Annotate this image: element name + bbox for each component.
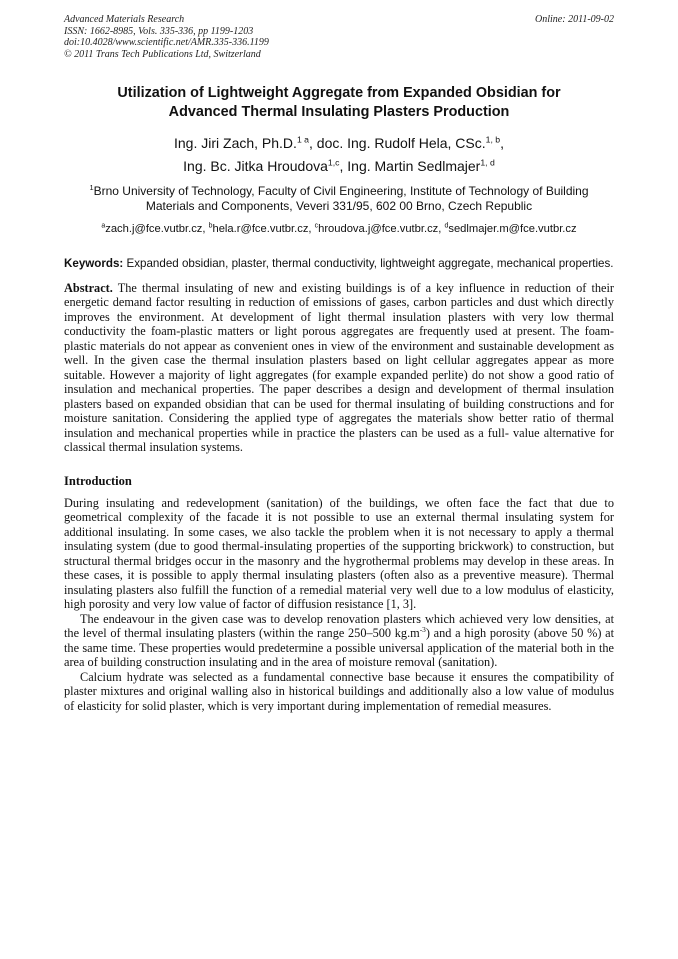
keywords-text: Expanded obsidian, plaster, thermal conductivity, lightweight aggregate, mechanical properties.: [123, 257, 614, 270]
doi-link[interactable]: doi:10.4028/www.scientific.net/AMR.335-336.1199: [64, 37, 269, 48]
abstract: [64, 281, 614, 455]
copyright-line: © 2011 Trans Tech Publications Ltd, Switzerland: [64, 48, 261, 60]
affiliation-mark: 1: [89, 183, 94, 192]
journal-name: Advanced Materials Research: [64, 14, 185, 25]
author-separator: ,: [500, 135, 504, 151]
title-line-1: Utilization of Lightweight Aggregate from Expanded Obsidian for: [117, 85, 561, 101]
email-mark: d: [444, 222, 449, 230]
author-name: , doc. Ing. Rudolf Hela, CSc.: [309, 135, 486, 151]
journal-header: [64, 14, 614, 60]
unit-exponent: -3: [419, 624, 426, 634]
online-date: Online: 2011-09-02: [535, 14, 614, 25]
paragraph: [64, 612, 614, 670]
author-name: Ing. Bc. Jitka Hroudova: [183, 158, 328, 174]
author-affil-mark: 1 a: [296, 134, 309, 145]
email-mark: a: [101, 222, 106, 230]
section-heading-introduction: Introduction: [64, 473, 132, 488]
author-line-1: [64, 132, 614, 155]
paper-page: [64, 14, 614, 713]
issn-line: ISSN: 1662-8985, Vols. 335-336, pp 1199-1203: [64, 25, 254, 37]
affiliation-line-2: Materials and Components, Veveri 331/95, 602 00 Brno, Czech Republic: [145, 198, 533, 213]
paper-title: [64, 84, 614, 122]
author-emails: [64, 222, 614, 236]
email-link[interactable]: zach.j@fce.vutbr.cz,: [105, 223, 209, 235]
paragraph: During insulating and redevelopment (sanitation) of the buildings, we often face the fact that due to geometrical complexity of the facade it is not possible to use an external thermal insulating system for additional insulating. In some cases, we also tackle the problem when it is not necessary to apply a thermal insulating system (due to good thermal-insulating properties of the supporting brickwork) to construction, but structural thermal bridges occur in the masonry and the hygrothermal problems may develop in these areas. In these cases, it is possible to apply thermal insulating plasters (often also as a preventive measure). Thermal insulating plasters also fulfill the function of a remedial material very well due to a low modulus of elasticity, high porosity and very low value of factor of diffusion resistance [1, 3].: [64, 495, 614, 611]
keywords: [64, 257, 614, 271]
introduction-body: [64, 496, 614, 714]
paragraph-text: The endeavour in the given case was to develop renovation plasters which achieved very low densities, at the level of thermal insulating plasters (within the range 250–500 kg.m: [64, 611, 614, 640]
author-list: [64, 132, 614, 178]
email-link[interactable]: hroudova.j@fce.vutbr.cz,: [318, 223, 445, 235]
paragraph: Calcium hydrate was selected as a fundamental connective base because it ensures the compatibility of plaster mixtures and original walling also in historical buildings and additionally also a low value of modulus of elasticity for solid plaster, which is very important during implementation of remedial measures.: [64, 669, 614, 713]
abstract-text: The thermal insulating of new and existing buildings is of a key influence in reduction of their energetic demand factor resulting in reduction of emissions of gases, carbon particles and dust which directly improves the environment. At development of light thermal insulation plasters with very low thermal conductivity the foam-plastic matters or light porous aggregates are frequently used at present. The foam-plastic materials do not appear as convenient ones in view of the environment and sustainable development as well. In the given case the thermal insulation plasters based on light cellular aggregates appear as more suitable. However a majority of light aggregates (for example expanded perlite) do not show a good ratio of insulation and mechanical properties. The paper describes a design and development of thermal insulation plasters based on expanded obsidian that can be used for thermal insulating of building constructions and for moisture sanitation. Considering the applied type of aggregates the materials show better ratio of thermal insulation and mechanical properties while in practice the plasters can be used as a full- value alternative for classical thermal insulation systems.: [64, 280, 614, 454]
affiliation-line-1: [64, 184, 614, 199]
author-affil-mark: 1, b: [485, 134, 501, 145]
email-link[interactable]: sedlmajer.m@fce.vutbr.cz: [448, 223, 577, 235]
affiliation-text: Brno University of Technology, Faculty of Civil Engineering, Institute of Technology of Building: [93, 184, 589, 198]
author-name: , Ing. Martin Sedlmajer: [339, 158, 481, 174]
keywords-label: Keywords:: [64, 257, 124, 270]
abstract-label: Abstract.: [64, 280, 113, 295]
title-line-2: Advanced Thermal Insulating Plasters Production: [168, 104, 510, 120]
author-affil-mark: 1, d: [480, 157, 495, 168]
email-link[interactable]: hela.r@fce.vutbr.cz,: [212, 223, 315, 235]
paragraph-text: ) and a high porosity (above 50 %) at the same time. These properties would predetermine a possible universal application of the material both in the area of building construction insulating and in the area of moisture removal (sanitation).: [64, 626, 614, 669]
author-affil-mark: 1,c: [327, 157, 340, 168]
author-line-2: [64, 155, 614, 178]
author-name: Ing. Jiri Zach, Ph.D.: [174, 135, 297, 151]
email-mark: b: [208, 222, 213, 230]
email-mark: c: [314, 222, 319, 230]
affiliation: [64, 184, 614, 213]
